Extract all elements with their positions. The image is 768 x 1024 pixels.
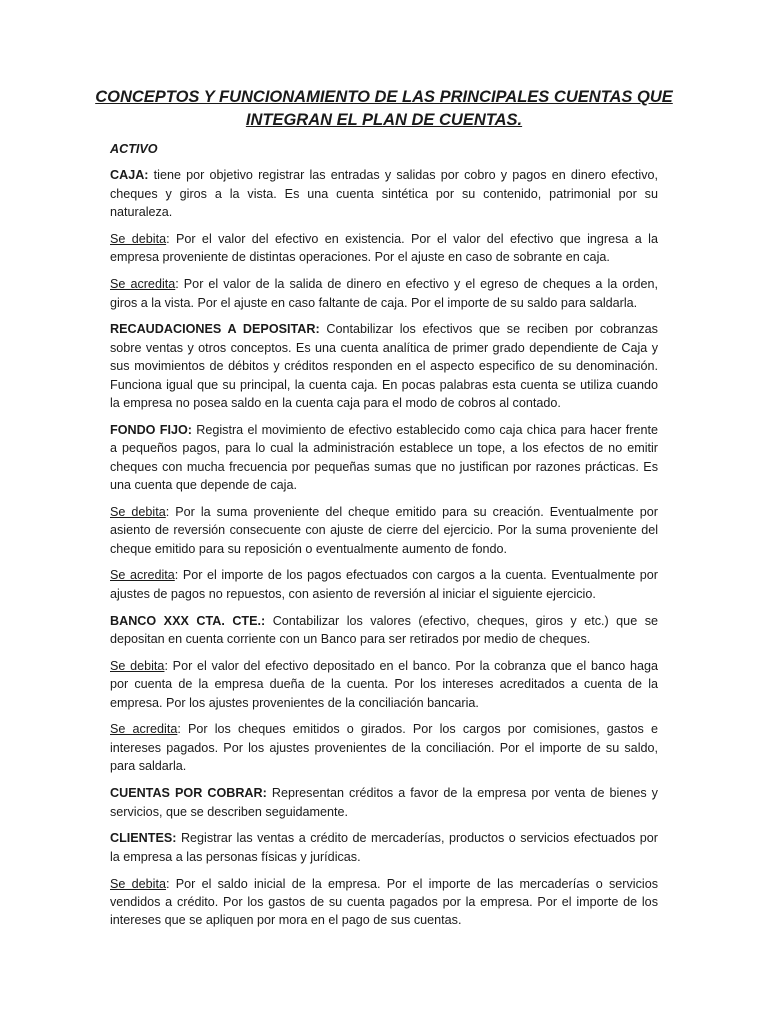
paragraph-banco-acredita bbox=[110, 720, 658, 775]
term-label: CUENTAS POR COBRAR: bbox=[110, 786, 267, 801]
paragraph-text: tiene por objetivo registrar las entradas y salidas por cobro y pagos en dinero efectivo, cheques y giros a la vista. Es una cuenta sintética por su contenido, patrimonial por su naturaleza. bbox=[110, 168, 658, 220]
debit-label: Se debita bbox=[110, 232, 167, 247]
paragraph-text: : Por el importe de los pagos efectuados con cargos a la cuenta. Eventualmente por ajustes de pagos no repuestos, con asiento de reversión al iniciar el siguiente ejercicio. bbox=[110, 568, 658, 601]
paragraph-text: Registrar las ventas a crédito de mercaderías, productos o servicios efectuados por la empresa a las personas físicas y jurídicas. bbox=[110, 831, 658, 864]
title-line-1: CONCEPTOS Y FUNCIONAMIENTO DE LAS PRINCIPALES CUENTAS QUE bbox=[95, 88, 673, 106]
paragraph-text: : Por el valor del efectivo en existencia. Por el valor del efectivo que ingresa a la empresa proveniente de distintas operaciones. Por el ajuste en caso de sobrante en caja. bbox=[110, 232, 658, 265]
paragraph-banco bbox=[110, 612, 658, 649]
paragraph-text: : Por los cheques emitidos o girados. Por los cargos por comisiones, gastos e intereses pagados. Por los ajustes provenientes de la conciliación. Por el importe de su saldo, para saldarla. bbox=[110, 722, 658, 774]
paragraph-text: Contabilizar los valores (efectivo, cheques, giros y etc.) que se depositan en cuenta corriente con un Banco para ser retirados por medio de cheques. bbox=[110, 613, 658, 647]
paragraph-fondo-fijo-acredita bbox=[110, 566, 658, 603]
document-title bbox=[90, 86, 678, 132]
paragraph-fondo-fijo bbox=[110, 421, 658, 495]
paragraph-clientes-debita bbox=[110, 875, 658, 930]
document-body bbox=[110, 140, 658, 938]
debit-label: Se debita bbox=[110, 658, 165, 673]
paragraph-caja bbox=[110, 166, 658, 221]
paragraph-fondo-fijo-debita bbox=[110, 503, 658, 558]
term-label: CLIENTES: bbox=[110, 831, 177, 846]
term-label: CAJA: bbox=[110, 168, 149, 183]
term-label: RECAUDACIONES A DEPOSITAR: bbox=[110, 322, 320, 337]
paragraph-banco-debita bbox=[110, 657, 658, 712]
section-heading: ACTIVO bbox=[110, 142, 158, 156]
term-label: FONDO FIJO: bbox=[110, 422, 192, 437]
paragraph-text: : Por el valor del efectivo depositado en el banco. Por la cobranza que el banco haga por cuenta de la empresa dueña de la cuenta. Por los intereses acreditados a cuenta de la empresa. Por los ajustes provenientes de la conciliación bancaria. bbox=[110, 658, 659, 710]
term-label: BANCO XXX CTA. CTE.: bbox=[110, 613, 266, 628]
paragraph-clientes bbox=[110, 829, 658, 866]
paragraph-caja-debita bbox=[110, 230, 658, 267]
debit-label: Se debita bbox=[110, 876, 166, 891]
paragraph-text: : Por el valor de la salida de dinero en efectivo y el egreso de cheques a la orden, giros a la vista. Por el ajuste en caso faltante de caja. Por el importe de su saldo para saldarla. bbox=[110, 277, 658, 310]
debit-label: Se debita bbox=[110, 504, 166, 519]
paragraph-text: Contabilizar los efectivos que se reciben por cobranzas sobre ventas y otros conceptos. Es una cuenta analítica de primer grado dependiente de Caja y sus movimientos de débitos y créditos responden en el aspecto especifico de su denominación. Funciona igual que su principal, la cuenta caja. En pocas palabras esta cuenta se utiliza cuando la empresa no posea saldo en la cuenta caja para el modo de cobros al contado. bbox=[110, 322, 658, 411]
credit-label: Se acredita bbox=[110, 568, 175, 583]
credit-label: Se acredita bbox=[110, 722, 178, 737]
paragraph-text: : Por la suma proveniente del cheque emitido para su creación. Eventualmente por asiento de reversión consecuente con ajuste de cierre del ejercicio. Por la suma proveniente del cheque emitido para su reposición o eventualmente aumento de fondo. bbox=[110, 504, 658, 556]
paragraph-text: : Por el saldo inicial de la empresa. Por el importe de las mercaderías o servicios vendidos a crédito. Por los gastos de su cuenta pagados por la empresa. Por el importe de los intereses que se apliquen por mora en el pago de sus cuentas. bbox=[110, 876, 658, 928]
credit-label: Se acredita bbox=[110, 277, 176, 292]
paragraph-cuentas-por-cobrar bbox=[110, 784, 658, 821]
paragraph-recaudaciones bbox=[110, 320, 658, 412]
title-line-2: INTEGRAN EL PLAN DE CUENTAS. bbox=[245, 111, 523, 129]
paragraph-text: Registra el movimiento de efectivo establecido como caja chica para hacer frente a pequeños pagos, para lo cual la administración establece un tope, a los efectos de no emitir cheques con mucha frecuencia por pequeñas sumas que no justifican por razones prácticas. Es una cuenta que depende de caja. bbox=[110, 422, 658, 493]
paragraph-text: Representan créditos a favor de la empresa por venta de bienes y servicios, que se describen seguidamente. bbox=[110, 786, 658, 819]
paragraph-caja-acredita bbox=[110, 275, 658, 312]
